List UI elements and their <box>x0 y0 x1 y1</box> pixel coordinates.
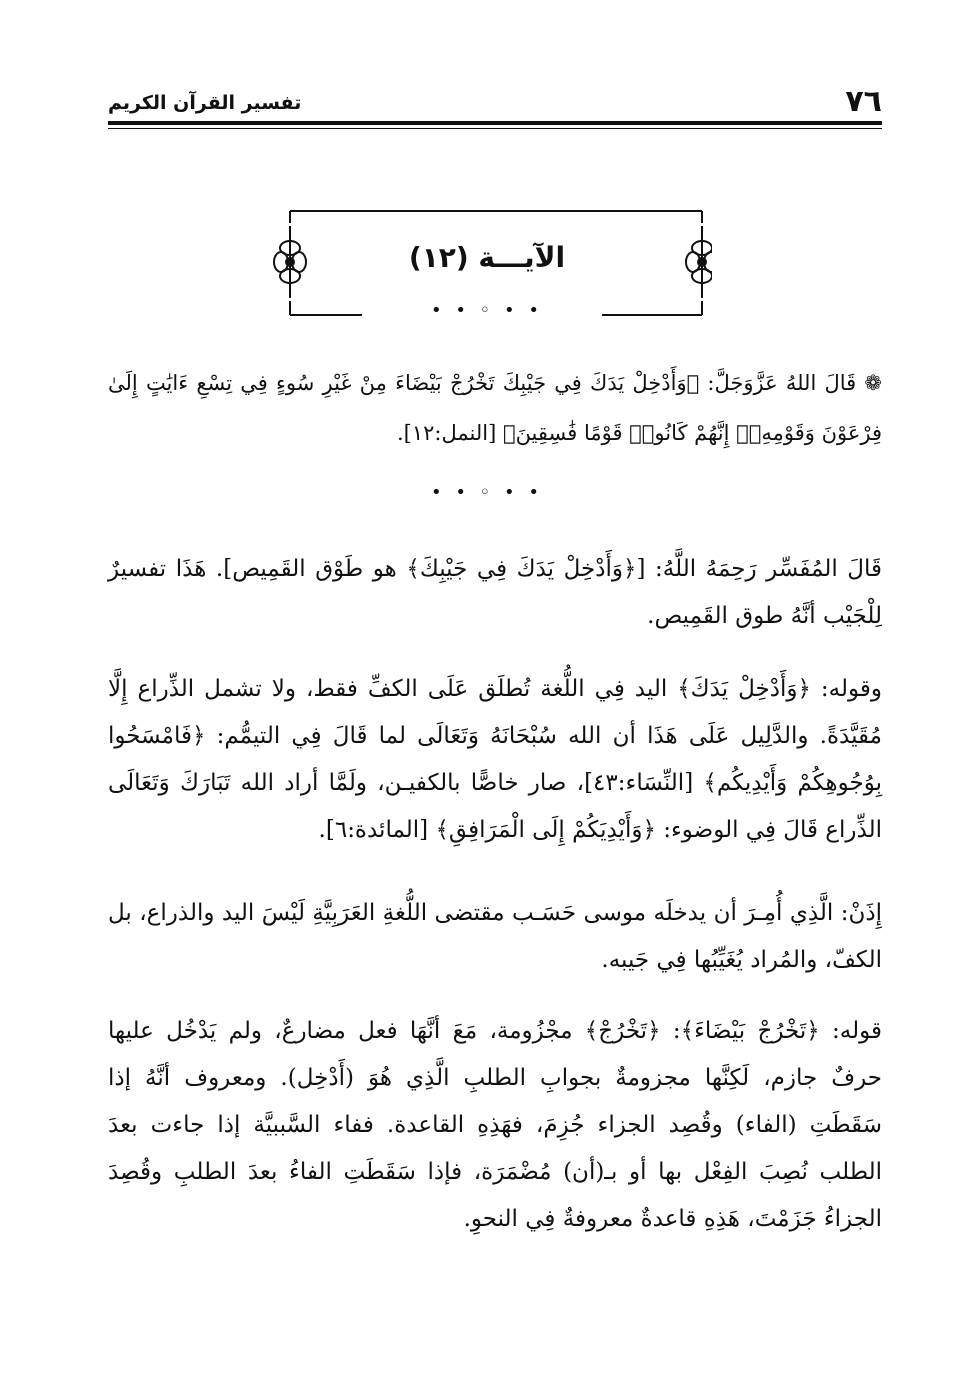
commentary-paragraph: إِذَنْ: الَّذِي أُمِـرَ أن يدخلَه موسى حَسَـب مقتضى اللُّغةِ العَرَبِيَّةِ لَيْسَ اليد والذراع، بل الكفّ، والمُراد يُغَيِّبُها فِي جَيبه. <box>108 900 882 973</box>
page-header <box>108 84 882 124</box>
commentary-paragraph: قوله: ﴿تَخْرُجْ بَيْضَاءَ﴾: ﴿تَخْرُجْ﴾ مجْزُومة، مَعَ أنَّهَا فعل مضارعٌ، ولم يَدْخُل عليها حرفٌ جازم، لَكِنَّها مجزومةٌ بجوابِ الطلبِ الَّذِي هُوَ (أَدْخِل). ومعروف أنَّهُ إذا سَقَطَتِ (الفاء) وقُصِد الجزاء جُزِمَ، فهَذِهِ القاعدة. ففاء السَّببيَّة إذا جاءت بعدَ الطلب نُصِبَ الفِعْل بها أو بـ(أن) مُضْمَرَة، فإذا سَقَطَتِ الفاءُ بعدَ الطلبِ وقُصِدَ الجزاءُ جَزَمْتَ، هَذِهِ قاعدةٌ معروفةٌ فِي النحوِ. <box>108 1018 882 1232</box>
verse-title: الآيـــة (١٢) <box>408 241 566 274</box>
header-rule-thin <box>108 128 882 129</box>
verse-paragraph: ❁ قَالَ اللهُ عَزَّوَجَلَّ: ﴿وَأَدْخِلْ يَدَكَ فِي جَيْبِكَ تَخْرُجْ بَيْضَاءَ مِنْ غَيْرِ سُوءٍ فِي تِسْعِ ءَايَٰتٍ إِلَىٰ فِرْعَوْنَ وَقَوْمِهِۦٓ إِنَّهُمْ كَانُوا۟ قَوْمًا فَٰسِقِينَ﴾ [النمل:١٢]. <box>108 371 882 445</box>
divider-dots: • • ◦ • • <box>431 482 543 503</box>
book-title: تفسير القرآن الكريم <box>108 92 302 114</box>
header-rule <box>108 121 882 125</box>
divider-dots: • • ◦ • • <box>431 300 543 321</box>
page-number: ٧٦ <box>845 84 882 119</box>
commentary-paragraph: وقوله: ﴿وَأَدْخِلْ يَدَكَ﴾ اليد فِي اللُّغة تُطلَق عَلَى الكفِّ فقط، ولا تشمل الذِّراع إِلَّا مُقَيَّدَةً. والدَّلِيل عَلَى هَذَا أن الله سُبْحَانَهُ وَتَعَالَى لما قَالَ فِي التيمُّم: ﴿فَامْسَحُوا بِوُجُوهِكُمْ وَأَيْدِيكُم﴾ [النِّسَاء:٤٣]، صار خاصًّا بالكفيـن، ولَمَّا أراد الله تَبَارَكَ وَتَعَالَى الذِّراع قَالَ فِي الوضوء: ﴿وَأَيْدِيَكُمْ إِلَى الْمَرَافِقِ﴾ [المائدة:٦]. <box>108 676 882 843</box>
commentary-paragraph: قَالَ المُفَسِّر رَحِمَهُ اللَّهُ: [﴿وَأَدْخِلْ يَدَكَ فِي جَيْبِكَ﴾ هو طَوْق القَمِيص]. هَذَا تفسيرٌ لِلْجَيْب أنَّهُ طوق القَمِيص. <box>108 556 882 629</box>
